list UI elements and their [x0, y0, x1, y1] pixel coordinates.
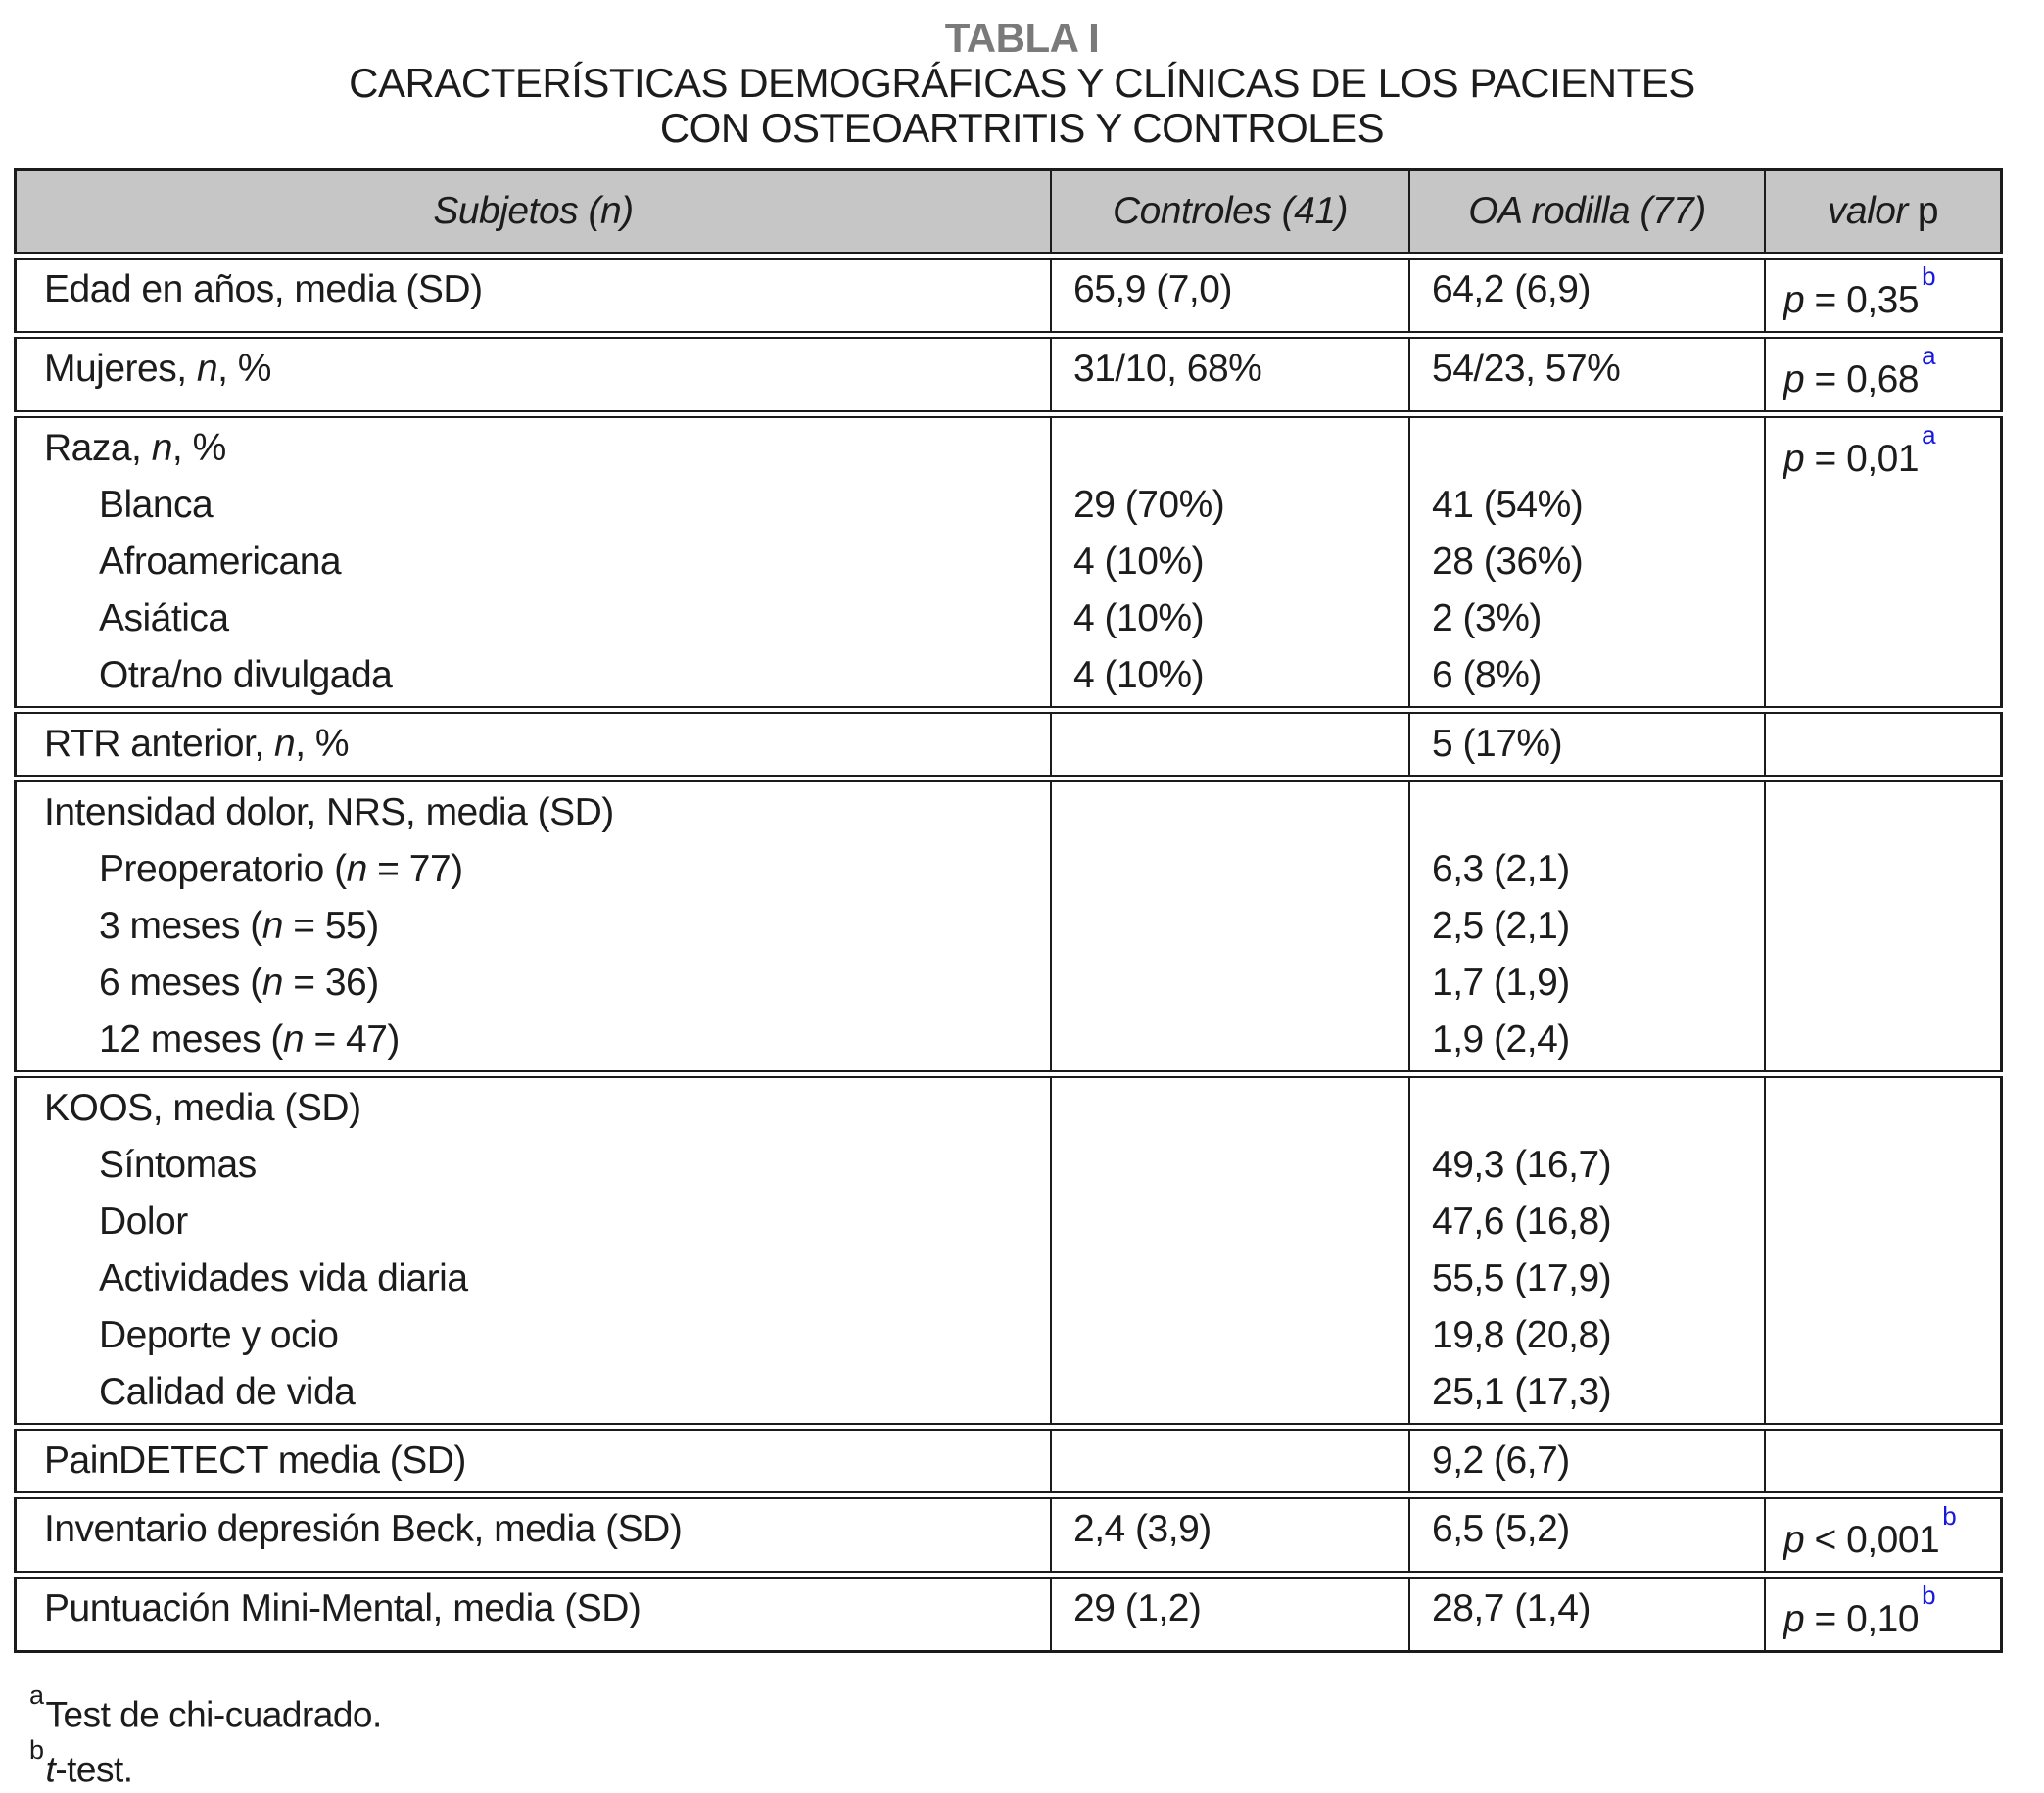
table-row-minimental	[14, 1577, 2003, 1653]
oa-cell: 41 (54%) 28 (36%) 2 (3%) 6 (8%)	[1410, 416, 1766, 708]
pvalue-cell	[1766, 1429, 2003, 1493]
sub-item-label: 6 meses (n = 36)	[99, 962, 379, 1004]
oa-cell: 5 (17%)	[1410, 712, 1766, 777]
row-label-cell: RTR anterior, n, %	[14, 712, 1052, 777]
controls-cell	[1052, 780, 1410, 1072]
footnote-marker: b	[1942, 1501, 1957, 1531]
oa-cell: 64,2 (6,9)	[1410, 258, 1766, 333]
sub-item-label: Deporte y ocio	[99, 1314, 339, 1356]
table-row-paindetect	[14, 1429, 2003, 1493]
row-label-cell: Mujeres, n, %	[14, 337, 1052, 412]
pvalue-cell	[1766, 712, 2003, 777]
table-row-raza	[14, 416, 2003, 708]
header-p-italic: valor	[1827, 190, 1908, 232]
sub-item-label: Calidad de vida	[99, 1371, 356, 1413]
header-subjects-label: Subjetos (n)	[433, 190, 634, 232]
footnote-marker: a	[1922, 341, 1936, 370]
footnote-marker: a	[1922, 420, 1936, 449]
controls-cell	[1052, 712, 1410, 777]
pvalue-cell: p < 0,001$^b$	[1766, 1497, 2003, 1573]
pvalue-cell: p = 0,35$^b$	[1766, 258, 2003, 333]
footnote-a: $^a$Test de chi-cuadrado.	[29, 1680, 382, 1735]
sub-item-label: Otra/no divulgada	[99, 654, 393, 696]
pvalue-cell: p = 0,10$^b$	[1766, 1577, 2003, 1653]
controls-cell: 29 (1,2)	[1052, 1577, 1410, 1653]
header-p-plain: p	[1917, 190, 1939, 232]
pvalue-cell	[1766, 780, 2003, 1072]
row-label-cell	[14, 416, 1052, 708]
header-oa-knee	[1410, 168, 1766, 254]
group-head: KOOS, media (SD)	[44, 1087, 361, 1129]
controls-cell: 31/10, 68%	[1052, 337, 1410, 412]
oa-cell: 9,2 (6,7)	[1410, 1429, 1766, 1493]
header-subjects	[14, 168, 1052, 254]
controls-cell	[1052, 1429, 1410, 1493]
table-number-label: TABLA I	[944, 15, 1100, 61]
controls-cell: 29 (70%) 4 (10%) 4 (10%) 4 (10%)	[1052, 416, 1410, 708]
row-label-cell	[14, 1076, 1052, 1425]
pvalue-cell: p = 0,68$^a$	[1766, 337, 2003, 412]
sub-item-label: Afroamericana	[99, 541, 342, 583]
row-label-cell: Puntuación Mini-Mental, media (SD)	[14, 1577, 1052, 1653]
group-head: Raza, n, %	[44, 427, 226, 469]
controls-cell: 65,9 (7,0)	[1052, 258, 1410, 333]
oa-cell: 28,7 (1,4)	[1410, 1577, 1766, 1653]
table-row-koos	[14, 1076, 2003, 1425]
footnote-b: $^b$t-test.	[29, 1735, 133, 1790]
row-label-cell	[14, 780, 1052, 1072]
sub-item-label: Blanca	[99, 484, 214, 526]
footnote-marker: b	[1922, 1581, 1936, 1610]
oa-cell: 6,5 (5,2)	[1410, 1497, 1766, 1573]
table-row-rtr	[14, 712, 2003, 777]
group-head: Intensidad dolor, NRS, media (SD)	[44, 791, 614, 833]
table-title-line2: CON OSTEOARTRITIS Y CONTROLES	[659, 105, 1385, 151]
sub-item-label: 12 meses (n = 47)	[99, 1018, 400, 1061]
controls-cell	[1052, 1076, 1410, 1425]
header-p-value	[1766, 168, 2003, 254]
table-row-intensidad	[14, 780, 2003, 1072]
table-row-beck	[14, 1497, 2003, 1573]
oa-cell: 6,3 (2,1) 2,5 (2,1) 1,7 (1,9) 1,9 (2,4)	[1410, 780, 1766, 1072]
footnote-a-marker: a	[29, 1680, 44, 1710]
table-row-mujeres	[14, 337, 2003, 412]
pvalue-cell: p = 0,01$^a$	[1766, 416, 2003, 708]
table-row-edad	[14, 258, 2003, 333]
oa-cell: 49,3 (16,7) 47,6 (16,8) 55,5 (17,9) 19,8 (20,8) 25,1 (17,3)	[1410, 1076, 1766, 1425]
sub-item-label: Preoperatorio (n = 77)	[99, 848, 463, 890]
footnote-marker: b	[1922, 261, 1936, 291]
header-controls	[1052, 168, 1410, 254]
sub-item-label: Síntomas	[99, 1144, 257, 1186]
sub-item-label: Asiática	[99, 597, 229, 639]
header-controls-label: Controles (41)	[1112, 190, 1349, 232]
footnote-b-marker: b	[29, 1735, 44, 1766]
title-block	[0, 16, 2044, 151]
row-label-cell: PainDETECT media (SD)	[14, 1429, 1052, 1493]
row-label-cell: Inventario depresión Beck, media (SD)	[14, 1497, 1052, 1573]
demographics-clinical-table	[14, 165, 2003, 1657]
oa-cell: 54/23, 57%	[1410, 337, 1766, 412]
sub-item-label: Actividades vida diaria	[99, 1257, 468, 1299]
header-row	[14, 168, 2003, 254]
footnotes	[29, 1682, 2044, 1793]
controls-cell: 2,4 (3,9)	[1052, 1497, 1410, 1573]
header-oa-label: OA rodilla (77)	[1468, 190, 1706, 232]
sub-item-label: 3 meses (n = 55)	[99, 905, 379, 947]
row-label-cell: Edad en años, media (SD)	[14, 258, 1052, 333]
pvalue-cell	[1766, 1076, 2003, 1425]
sub-item-label: Dolor	[99, 1201, 188, 1243]
table-title-line1: CARACTERÍSTICAS DEMOGRÁFICAS Y CLÍNICAS DE LOS PACIENTES	[349, 60, 1695, 106]
